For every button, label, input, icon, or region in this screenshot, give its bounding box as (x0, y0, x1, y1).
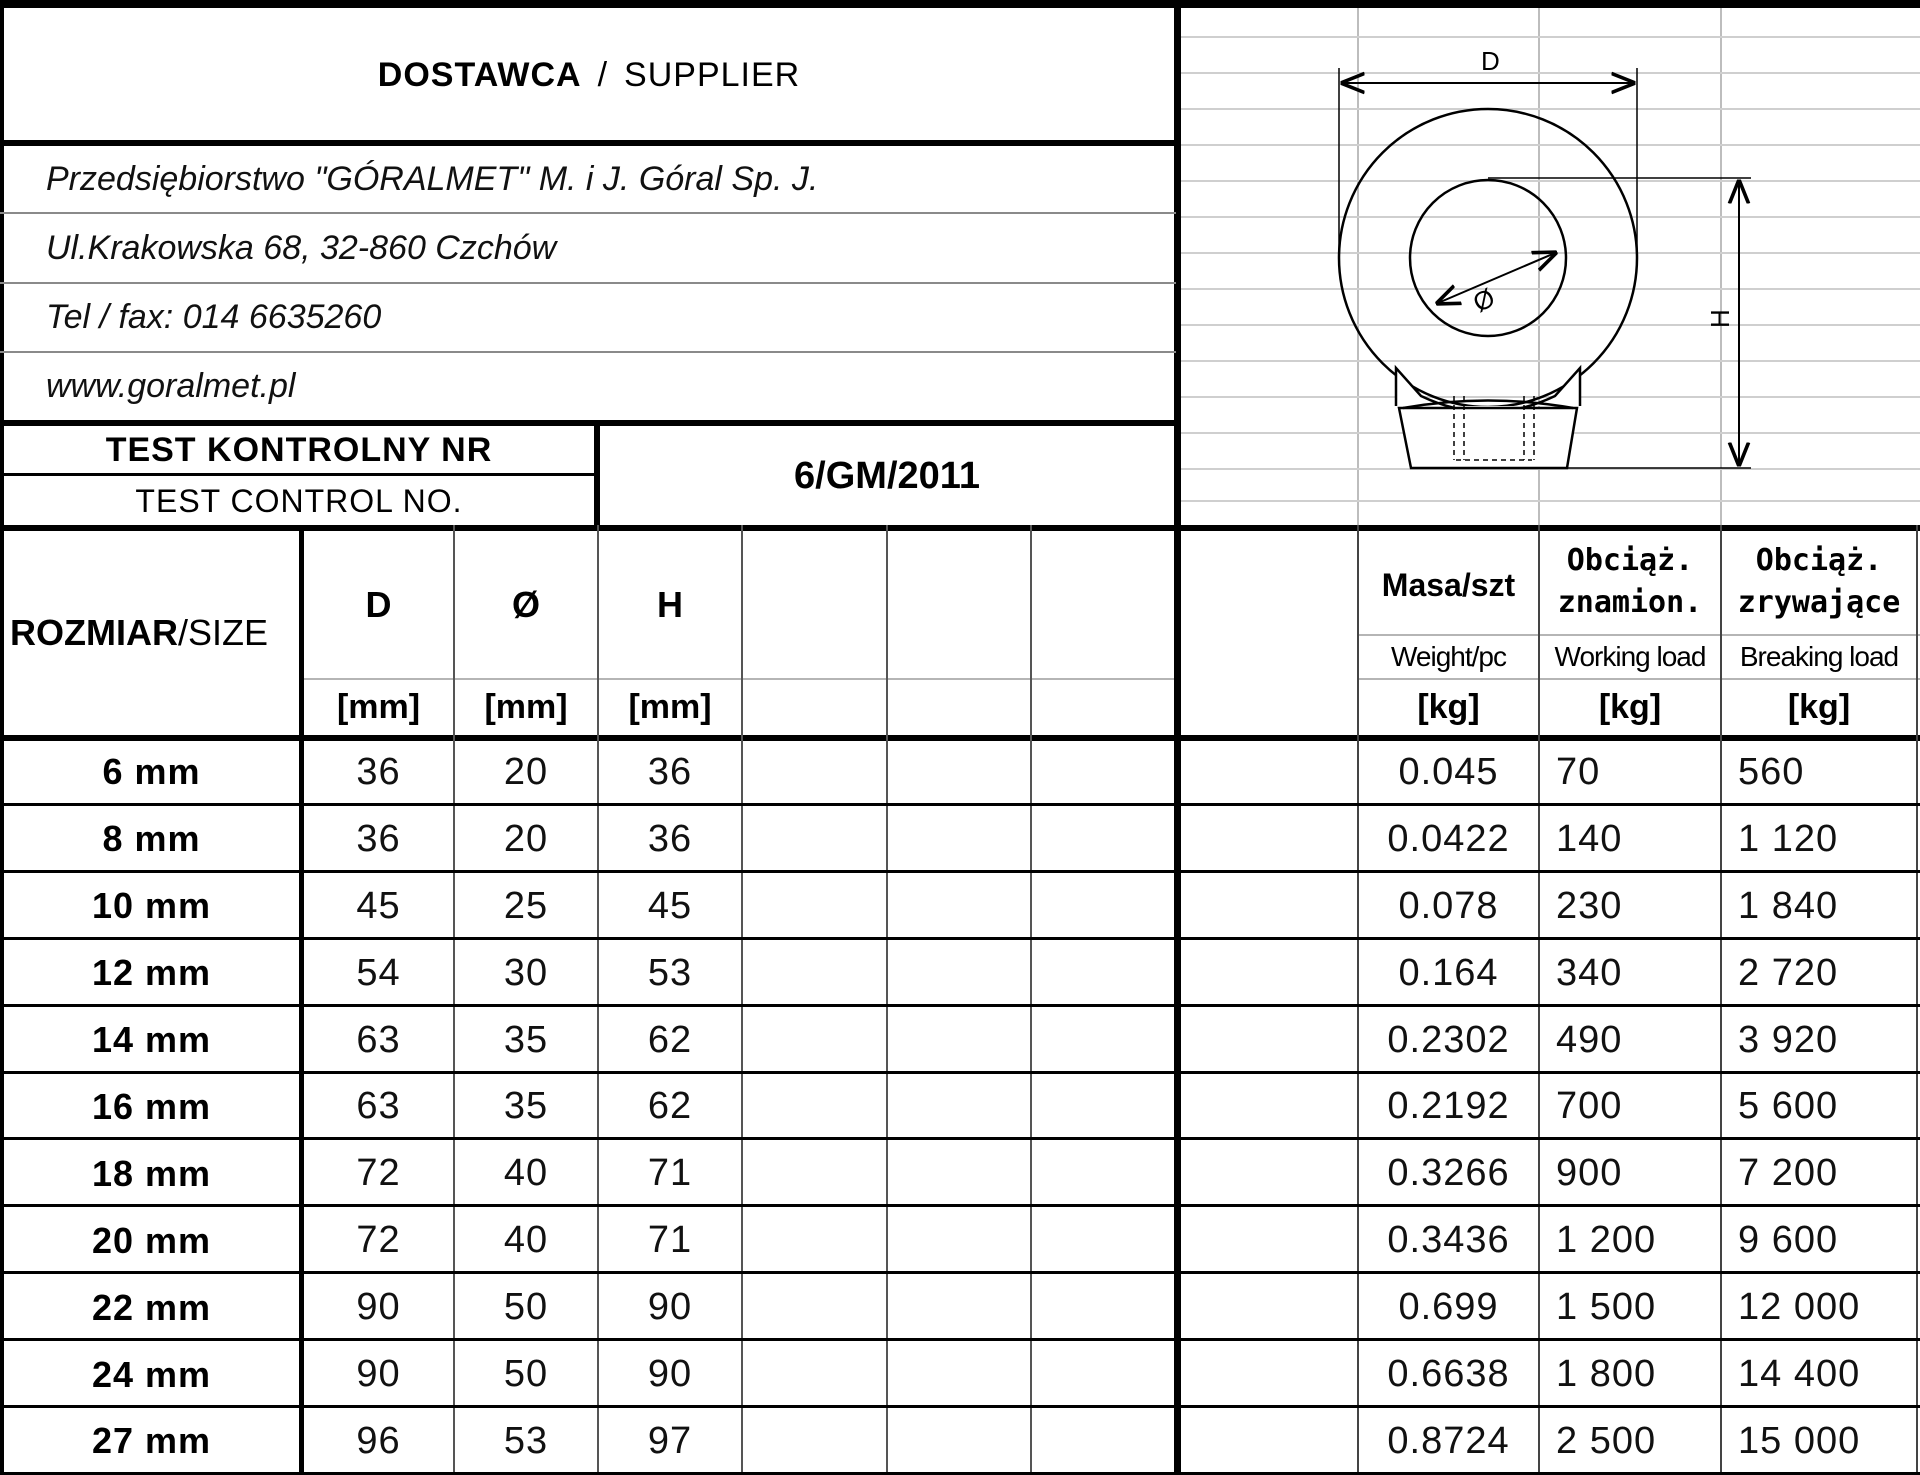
row-breaking-load: 1 120 (1738, 817, 1839, 860)
row-d: 96 (356, 1419, 401, 1462)
row-mass: 0.164 (1398, 951, 1499, 994)
row-mass: 0.2302 (1387, 1018, 1510, 1061)
test-control-label-pl: TEST KONTROLNY NR (105, 430, 493, 469)
row-breaking-load: 14 400 (1738, 1353, 1861, 1396)
row-mass: 0.3436 (1387, 1219, 1510, 1262)
row-phi: 40 (503, 1219, 549, 1262)
row-divider (0, 870, 1920, 873)
supplier-title-separator: / (597, 55, 609, 94)
row-working-load: 2 500 (1556, 1419, 1657, 1462)
row-h: 90 (647, 1286, 693, 1329)
row-size: 10 mm (91, 885, 212, 927)
row-size: 8 mm (102, 818, 201, 860)
col-h-unit: [mm] (628, 688, 712, 726)
supplier-phone: Tel / fax: 014 6635260 (46, 298, 382, 336)
row-d: 36 (356, 750, 401, 793)
dimension-phi-label: Ø (1467, 282, 1500, 318)
row-phi: 50 (503, 1286, 549, 1329)
row-phi: 35 (503, 1018, 549, 1061)
row-divider (0, 803, 1920, 806)
row-working-load: 1 800 (1556, 1353, 1657, 1396)
row-breaking-load: 1 840 (1738, 884, 1839, 927)
row-breaking-load: 2 720 (1738, 951, 1839, 994)
col-phi-header: Ø (511, 584, 540, 625)
col-breaking-load-header-pl (1722, 540, 1916, 630)
row-d: 72 (356, 1219, 401, 1262)
col-mass-unit: [kg] (1417, 688, 1480, 726)
row-size: 27 mm (91, 1420, 212, 1462)
row-divider (0, 1271, 1920, 1274)
row-d: 36 (356, 817, 401, 860)
row-h: 62 (647, 1085, 693, 1128)
row-working-load: 490 (1556, 1018, 1623, 1061)
row-size: 18 mm (91, 1152, 212, 1194)
row-breaking-load: 9 600 (1738, 1219, 1839, 1262)
row-divider (0, 1405, 1920, 1408)
col-working-load-unit: [kg] (1598, 688, 1662, 726)
row-working-load: 140 (1556, 817, 1623, 860)
test-control-label-en: TEST CONTROL NO. (135, 482, 463, 519)
row-size: 16 mm (91, 1085, 212, 1127)
row-h: 71 (647, 1152, 693, 1195)
supplier-company-name: Przedsiębiorstwo "GÓRALMET" M. i J. Góral Sp. J. (46, 159, 819, 198)
row-size: 20 mm (91, 1219, 212, 1261)
row-d: 90 (356, 1353, 401, 1396)
row-h: 36 (647, 750, 693, 793)
row-breaking-load: 15 000 (1738, 1419, 1861, 1462)
row-divider (0, 1338, 1920, 1341)
row-mass: 0.8724 (1387, 1419, 1510, 1462)
row-working-load: 900 (1556, 1152, 1623, 1195)
col-d-header: D (365, 584, 392, 625)
row-size: 12 mm (91, 952, 212, 994)
row-d: 45 (356, 884, 401, 927)
row-breaking-load: 3 920 (1738, 1018, 1839, 1061)
dimension-d-label: D (1481, 46, 1500, 76)
row-size: 24 mm (91, 1353, 212, 1395)
test-control-number: 6/GM/2011 (794, 454, 980, 497)
row-h: 97 (647, 1419, 693, 1462)
row-divider (0, 1071, 1920, 1074)
row-working-load: 230 (1556, 884, 1623, 927)
col-breaking-load-header-pl-line1: Obciąż. (1755, 543, 1883, 578)
col-phi-unit: [mm] (484, 688, 568, 726)
row-mass: 0.6638 (1387, 1353, 1510, 1396)
col-working-load-header-en: Working load (1554, 641, 1706, 672)
col-mass-header-en: Weight/pc (1391, 641, 1506, 672)
supplier-title-en: SUPPLIER (624, 55, 801, 94)
col-breaking-load-header-en: Breaking load (1739, 641, 1899, 672)
size-header (10, 530, 300, 735)
row-phi: 53 (503, 1419, 549, 1462)
col-working-load-header-pl-line2: znamion. (1557, 585, 1703, 620)
col-breaking-load-unit: [kg] (1787, 688, 1851, 726)
row-d: 54 (356, 951, 401, 994)
row-mass: 0.699 (1398, 1286, 1499, 1329)
row-mass: 0.0422 (1387, 817, 1510, 860)
row-mass: 0.078 (1398, 884, 1499, 927)
row-phi: 50 (503, 1353, 549, 1396)
row-working-load: 1 500 (1556, 1286, 1657, 1329)
row-h: 45 (647, 884, 693, 927)
row-mass: 0.2192 (1387, 1085, 1510, 1128)
row-size: 14 mm (91, 1019, 212, 1061)
row-phi: 35 (503, 1085, 549, 1128)
row-divider (0, 1472, 1920, 1475)
row-breaking-load: 5 600 (1738, 1085, 1839, 1128)
row-mass: 0.3266 (1387, 1152, 1510, 1195)
row-breaking-load: 560 (1738, 750, 1805, 793)
row-working-load: 1 200 (1556, 1219, 1657, 1262)
row-breaking-load: 7 200 (1738, 1152, 1839, 1195)
row-h: 71 (647, 1219, 693, 1262)
row-h: 90 (647, 1353, 693, 1396)
supplier-address: Ul.Krakowska 68, 32-860 Czchów (46, 228, 557, 267)
row-d: 72 (356, 1152, 401, 1195)
row-d: 63 (356, 1085, 401, 1128)
row-phi: 30 (503, 951, 549, 994)
eye-nut-diagram (1181, 8, 1920, 525)
row-h: 36 (647, 817, 693, 860)
supplier-website: www.goralmet.pl (46, 367, 296, 405)
row-size: 22 mm (91, 1286, 212, 1328)
row-phi: 20 (503, 817, 549, 860)
col-working-load-header-pl (1540, 540, 1720, 630)
row-phi: 25 (503, 884, 549, 927)
col-breaking-load-header-pl-line2: zrywające (1737, 585, 1901, 620)
row-working-load: 70 (1556, 750, 1601, 793)
row-working-load: 340 (1556, 951, 1623, 994)
col-working-load-header-pl-line1: Obciąż. (1566, 543, 1694, 578)
row-d: 90 (356, 1286, 401, 1329)
row-phi: 20 (503, 750, 549, 793)
row-divider (0, 1204, 1920, 1207)
row-divider (0, 1137, 1920, 1140)
col-d-unit: [mm] (336, 688, 421, 726)
row-phi: 40 (503, 1152, 549, 1195)
supplier-title (4, 8, 1174, 142)
row-h: 53 (647, 951, 693, 994)
dimension-h-label: H (1705, 309, 1735, 328)
size-header-rest: /SIZE (177, 611, 269, 653)
row-d: 63 (356, 1018, 401, 1061)
supplier-title-pl: DOSTAWCA (377, 55, 582, 94)
col-mass-header-pl: Masa/szt (1381, 566, 1516, 603)
size-header-bold: ROZMIAR (10, 611, 178, 653)
row-divider (0, 1004, 1920, 1007)
row-divider (0, 937, 1920, 940)
row-breaking-load: 12 000 (1738, 1286, 1861, 1329)
col-h-header: H (657, 584, 683, 625)
row-h: 62 (647, 1018, 693, 1061)
row-working-load: 700 (1556, 1085, 1623, 1128)
row-mass: 0.045 (1398, 750, 1499, 793)
row-size: 6 mm (102, 751, 201, 793)
